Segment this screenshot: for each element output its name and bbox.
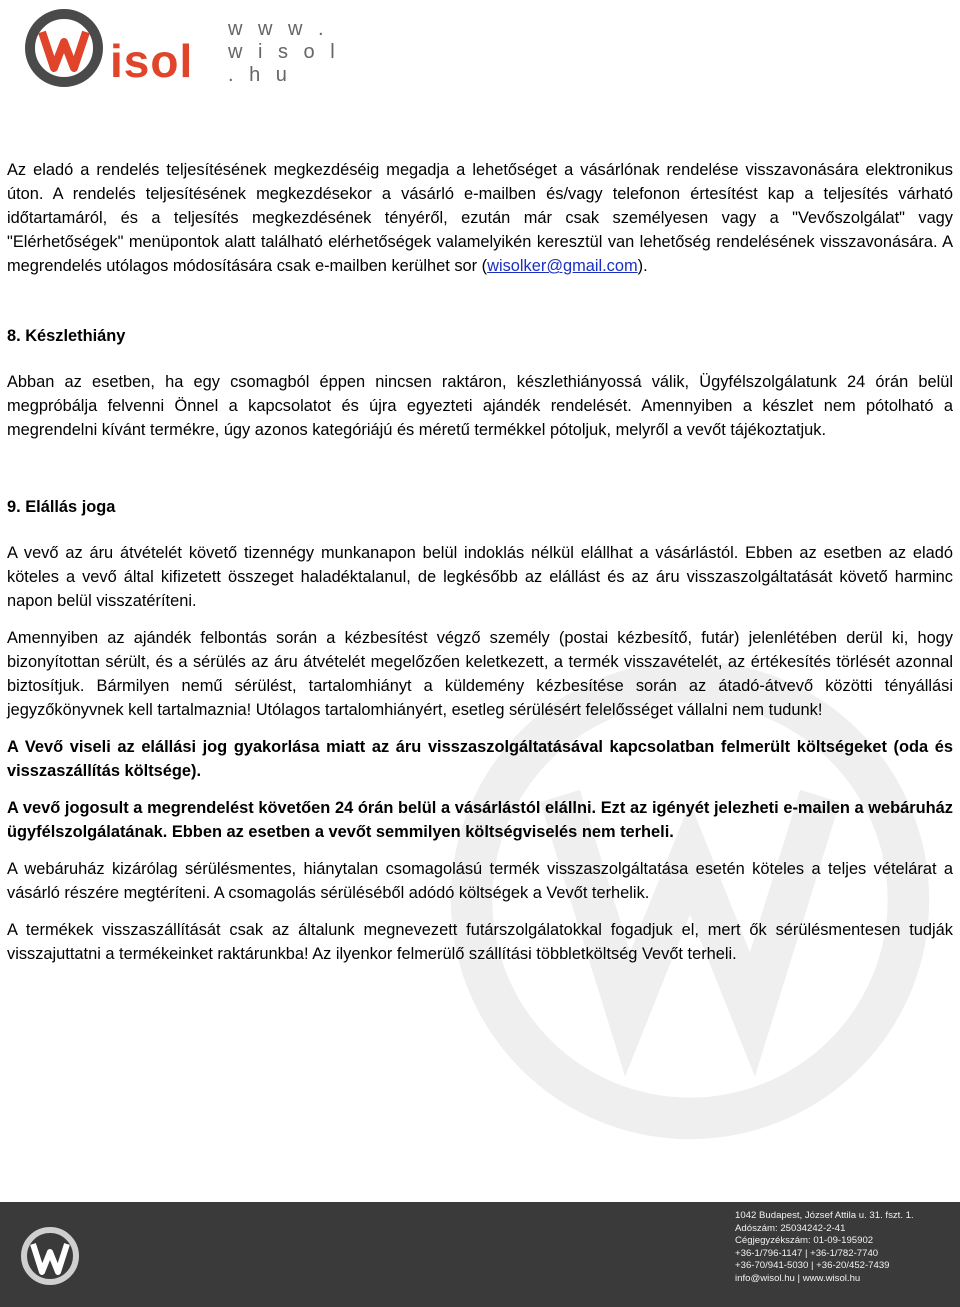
header-url[interactable]: w w w . w i s o l . h u bbox=[228, 18, 340, 86]
footer-company-reg: Cégjegyzékszám: 01-09-195902 bbox=[735, 1235, 874, 1247]
footer-address: 1042 Budapest, József Attila u. 31. fszt. 1. bbox=[735, 1210, 914, 1221]
section-9-paragraph-3: A Vevő viseli az elállási jog gyakorlása miatt az áru visszaszolgáltatásával kapcsolatban felmerült költségeket (oda és visszaszállítás költsége). bbox=[7, 738, 953, 780]
section-9-paragraph-1: A vevő az áru átvételét követő tizennégy munkanapon belül indoklás nélkül elállhat a vásárlástól. Ebben az esetben az eladó köteles a vevő által kifizetett összeget haladéktalanul, de legkésőbb az elállást és az áru visszaszolgáltatását követő harminc napon belül visszatéríteni. bbox=[7, 544, 953, 610]
section-9-paragraph-4: A vevő jogosult a megrendelést követően 24 órán belül a vásárlástól elállni. Ezt az igényét jelezheti e-mailen a webáruház ügyfélszolgálatának. Ebben az esetben a vevőt semmilyen költségviselés nem terheli. bbox=[7, 799, 953, 841]
document-body bbox=[7, 158, 953, 966]
intro-paragraph bbox=[7, 158, 953, 278]
wisol-logo bbox=[22, 6, 342, 88]
logo-wordmark: isol bbox=[110, 35, 194, 87]
footer-web[interactable]: info@wisol.hu | www.wisol.hu bbox=[735, 1272, 861, 1284]
footer-logo-icon bbox=[15, 1214, 85, 1298]
email-link[interactable]: wisolker@gmail.com bbox=[487, 257, 638, 275]
section-9-paragraph-2: Amennyiben az ajándék felbontás során a kézbesítést végző személy (postai kézbesítő, futár) jelenlétében derül ki, hogy bizonyítottan sérült, és a sérülés az áru átvételét megelőzően keletkezett, a termék visszavételét, az értékesítés törlését azonnal biztosítjuk. Bármilyen nemű sérülést, tartalomhiányt a küldemény kézbesítése során az átadó-átvevő közötti tényállási jegyzőkönyvnek kell tartalmaznia! Utólagos tartalomhiányért, esetleg sérülésért felelősséget vállalni nem tudunk! bbox=[7, 629, 953, 719]
intro-text: Az eladó a rendelés teljesítésének megkezdéséig megadja a lehetőséget a vásárlónak rendelése visszavonására elektronikus úton. A rendelés teljesítésének megkezdésekor a vásárló e-mailben és/vagy telefonon értesítést kap a teljesítés várható időtartamáról, és a teljesítés megkezdésének tényéről, ezután már csak személyesen vagy a "Vevőszolgálat" vagy "Elérhetőségek" menüpontok alatt található elérhetőségek valamelyikén keresztül van lehetőség rendelésének visszavonására. A megrendelés utólagos módosítására csak e-mailben kerülhet sor ( bbox=[7, 161, 953, 275]
section-9-heading: 9. Elállás joga bbox=[7, 498, 116, 516]
section-8-body: Abban az esetben, ha egy csomagból éppen nincsen raktáron, készlethiányossá válik, Ügyfélszolgálatunk 24 órán belül megpróbálja felvenni Önnel a kapcsolatot és újra egyezteti ajándék rendelését. Amennyiben a készlet nem pótolható a megrendelni kívánt termékre, úgy azonos kategóriájú és méretű termékkel pótoljuk, melyről a vevőt tájékoztatjuk. bbox=[7, 373, 953, 439]
footer-phone-1: +36-1/796-1147 | +36-1/782-7740 bbox=[735, 1247, 879, 1259]
footer-contact bbox=[735, 1210, 955, 1286]
section-9-paragraph-5: A webáruház kizárólag sérülésmentes, hiánytalan csomagolású termék visszaszolgáltatása esetén köteles a teljes vételárat a vásárló részére megtéríteni. A csomagolás sérüléséből adódó költségek a Vevőt terhelik. bbox=[7, 860, 953, 902]
wisol-w-emblem-icon bbox=[22, 6, 112, 88]
section-8-heading: 8. Készlethiány bbox=[7, 327, 126, 345]
intro-text-end: ). bbox=[637, 257, 648, 275]
footer-phone-2: +36-70/941-5030 | +36-20/452-7439 bbox=[735, 1260, 890, 1272]
footer-tax: Adószám: 25034242-2-41 bbox=[735, 1222, 846, 1234]
footer bbox=[0, 1202, 960, 1307]
section-9-paragraph-6: A termékek visszaszállítását csak az általunk megnevezett futárszolgálatokkal fogadjuk el, mert ők sérülésmentesen tudják visszajuttatni a termékeinket raktárunkba! Az ilyenkor felmerülő szállítási többletköltség Vevőt terheli. bbox=[7, 921, 953, 963]
